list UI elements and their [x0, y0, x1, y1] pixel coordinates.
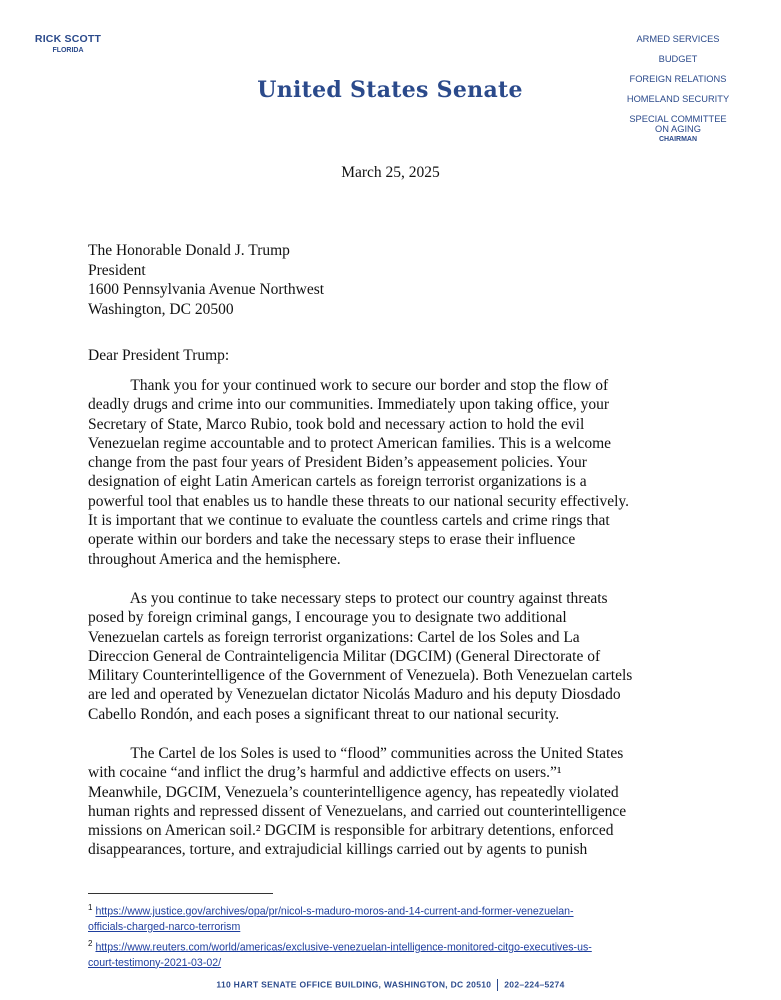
recipient-title: President	[88, 261, 146, 279]
committee-list	[603, 34, 753, 155]
footer-phone: 202–224–5274	[504, 979, 565, 990]
paragraph-line: It is important that we continue to evaluate the countless cartels and crime rings that	[88, 512, 610, 530]
paragraph-line: Cabello Rondón, and each poses a significant threat to our national security.	[88, 705, 560, 723]
senator-block	[28, 33, 108, 54]
paragraph-line: Venezuelan regime accountable and to protect American families. This is a welcome	[88, 434, 612, 452]
footnote-number: 2	[88, 938, 93, 948]
recipient-street: 1600 Pennsylvania Avenue Northwest	[88, 281, 325, 298]
paragraph-line: human rights and repressed dissent of Venezuelans, and carried out counterintelligence	[88, 802, 627, 820]
paragraph-line: Venezuelan cartels as foreign terrorist organizations: Cartel de los Soles and La	[88, 628, 580, 646]
paragraph-line: powerful tool that enables us to handle these threats to our national security effectively.	[88, 492, 630, 510]
paragraph-line: are led and operated by Venezuelan dictator Nicolás Maduro and his deputy Diosdado	[88, 686, 621, 704]
committee-item: FOREIGN RELATIONS	[629, 74, 727, 84]
paragraph-line: missions on American soil.² DGCIM is responsible for arbitrary detentions, enforced	[88, 822, 614, 840]
paragraph-line: designation of eight Latin American cartels as foreign terrorist organizations is a	[88, 473, 587, 491]
committee-item: ARMED SERVICES	[636, 34, 720, 44]
senate-letterhead-title: United States Senate	[257, 77, 523, 103]
senator-name: RICK SCOTT	[34, 33, 102, 45]
paragraph-line: disappearances, torture, and extrajudicial killings carried out by agents to punish	[88, 841, 588, 859]
letter-date: March 25, 2025	[341, 164, 440, 181]
paragraph-line: with cocaine “and inflict the drug’s harmful and addictive effects on users.”¹	[88, 764, 562, 782]
paragraph-line: Direccion General de Contrainteligencia Militar (DGCIM) (General Directorate of	[88, 647, 601, 665]
footnote-1	[88, 900, 708, 920]
special-committee-line2: ON AGING	[655, 124, 701, 134]
paragraph-line: Secretary of State, Marco Rubio, took bold and necessary action to hold the evil	[88, 415, 585, 433]
paragraph-line: Meanwhile, DGCIM, Venezuela’s counterintelligence agency, has repeatedly violated	[88, 783, 619, 801]
paragraph-line: Military Counterintelligence of the Government of Venezuela). Both Venezuelan cartels	[88, 667, 633, 685]
special-committee-line1: SPECIAL COMMITTEE	[629, 114, 727, 124]
paragraph-line: throughout America and the hemisphere.	[88, 550, 341, 568]
paragraph-line: The Cartel de los Soles is used to “flood” communities across the United States	[88, 745, 624, 762]
letterhead-footer	[0, 979, 781, 991]
footnotes	[88, 900, 708, 971]
committee-item: BUDGET	[658, 54, 698, 64]
special-committee-role: CHAIRMAN	[658, 136, 698, 143]
recipient-city: Washington, DC 20500	[88, 300, 234, 318]
footnote-number: 1	[88, 903, 93, 912]
paragraph-line: operate within our borders and take the necessary steps to erase their influence	[88, 531, 576, 549]
paragraph-line: As you continue to take necessary steps to protect our country against threats	[88, 590, 608, 607]
recipient-address	[88, 241, 324, 319]
body-paragraph-3	[88, 744, 708, 860]
senator-state: FLORIDA	[52, 47, 84, 54]
recipient-name: The Honorable Donald J. Trump	[88, 242, 290, 259]
paragraph-line: posed by foreign criminal gangs, I encourage you to designate two additional	[88, 609, 567, 627]
body-paragraph-2	[88, 589, 708, 724]
paragraph-line: deadly drugs and crime into our communities. Immediately upon taking office, your	[88, 396, 609, 414]
footnote-link-2-line2[interactable]: court-testimony-2021-03-02/	[88, 956, 222, 969]
paragraph-line: Thank you for your continued work to secure our border and stop the flow of	[88, 377, 609, 394]
committee-item: HOMELAND SECURITY	[626, 94, 730, 104]
body-paragraph-1	[88, 376, 708, 569]
special-committee	[603, 114, 753, 145]
footnote-link-1-line2[interactable]: officials-charged-narco-terrorism	[88, 921, 241, 934]
footer-separator	[497, 979, 498, 991]
footnote-link-2-line1[interactable]: https://www.reuters.com/world/americas/exclusive-venezuelan-intelligence-monitored-citgo-executives-us-	[95, 941, 592, 954]
footnote-divider	[88, 893, 273, 894]
footnote-1-continued	[88, 920, 708, 936]
footnote-2	[88, 936, 708, 956]
footnote-link-1-line1[interactable]: https://www.justice.gov/archives/opa/pr/nicol-s-maduro-moros-and-14-current-and-former-venezuelan-	[95, 905, 574, 918]
footer-address: 110 HART SENATE OFFICE BUILDING, WASHINGTON, DC 20510	[216, 979, 492, 990]
salutation: Dear President Trump:	[88, 347, 230, 364]
footnote-2-continued	[88, 956, 708, 972]
paragraph-line: change from the past four years of President Biden’s appeasement policies. Your	[88, 454, 587, 472]
